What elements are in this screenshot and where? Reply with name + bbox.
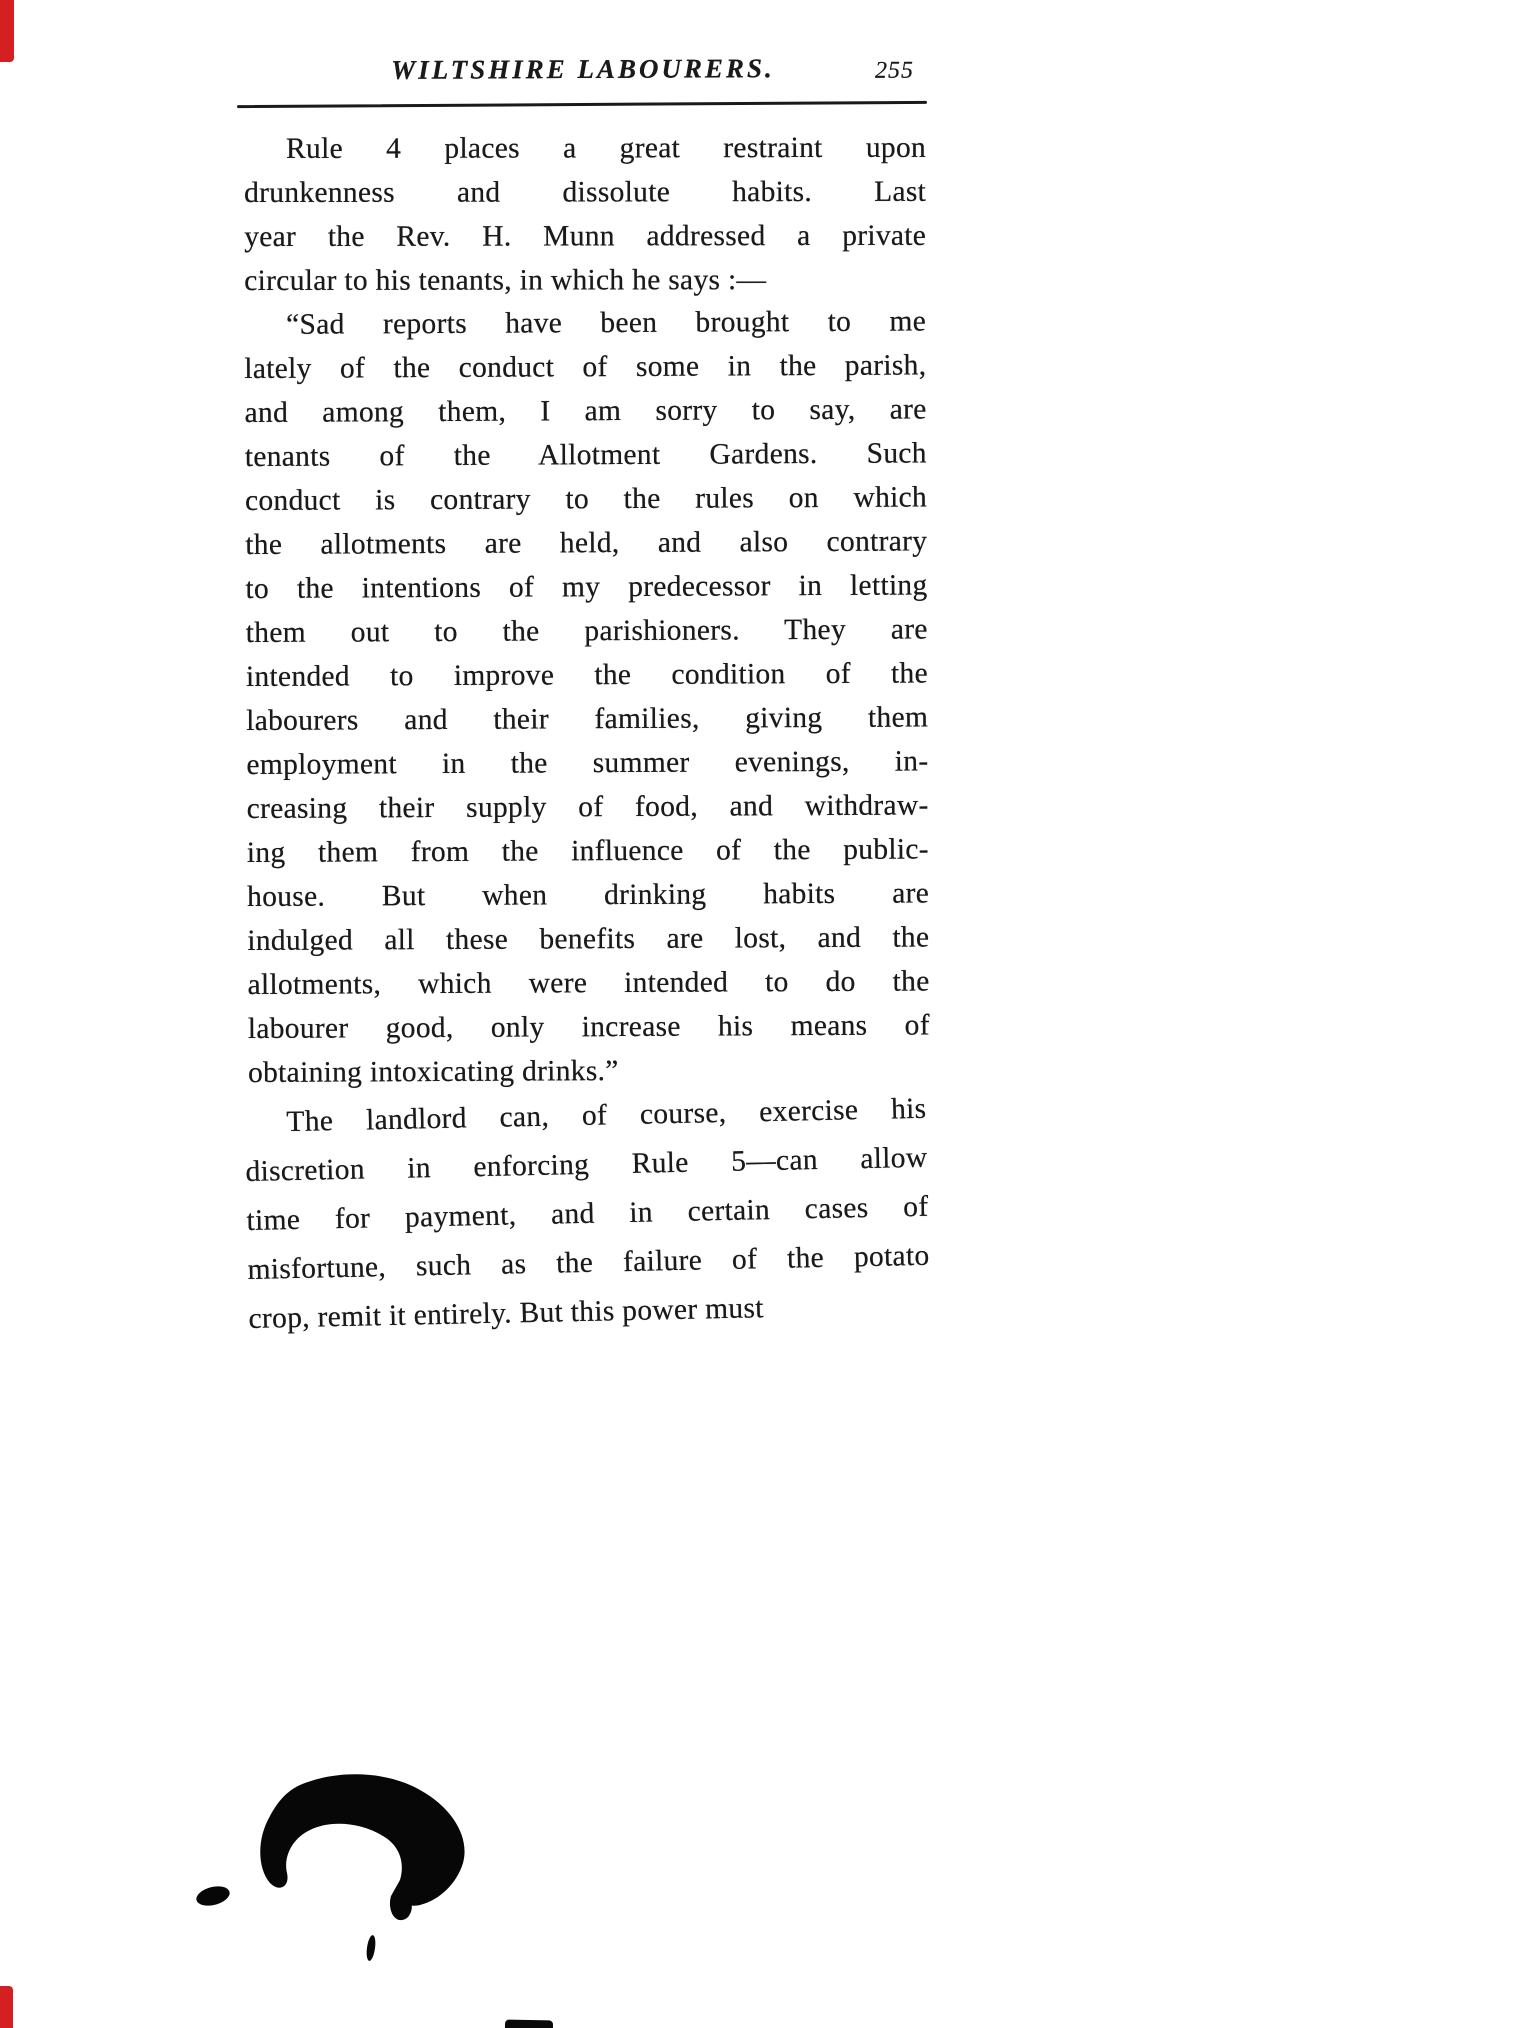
page-number: 255	[874, 57, 915, 84]
text-line: circular to his tenants, in which he says :—	[244, 264, 767, 297]
text-line: year the Rev. H. Munn addressed a private	[244, 219, 927, 253]
text-line: lately of the conduct of some in the parish,	[244, 349, 927, 385]
text-line: the allotments are held, and also contrary	[245, 525, 928, 561]
scan-edge-mark-bottom	[0, 1986, 13, 2028]
running-title: WILTSHIRE LABOURERS.	[391, 53, 775, 85]
text-line: ing them from the influence of the public-	[246, 833, 929, 869]
text-line: creasing their supply of food, and withdraw-	[246, 789, 929, 825]
text-line: and among them, I am sorry to say, are	[244, 393, 927, 429]
text-line: The landlord can, of course, exercise his	[286, 1092, 927, 1139]
text-line: indulged all these benefits are lost, and the	[247, 921, 930, 957]
text-line: intended to improve the condition of the	[245, 657, 929, 693]
text-line: “Sad reports have been brought to me	[286, 305, 927, 341]
text-line: allotments, which were intended to do the	[247, 965, 930, 1001]
text-line: employment in the summer evenings, in-	[246, 745, 929, 781]
header-rule-line	[237, 101, 927, 108]
text-line: drunkenness and dissolute habits. Last	[244, 175, 927, 209]
text-line: labourers and their families, giving them	[246, 701, 929, 737]
text-line: them out to the parishioners. They are	[245, 613, 928, 649]
text-line: misfortune, such as the failure of the potato	[247, 1239, 930, 1286]
scan-edge-mark-top	[0, 0, 14, 62]
paragraph	[244, 126, 926, 303]
text-line: to the intentions of my predecessor in letting	[245, 569, 928, 605]
text-line: obtaining intoxicating drinks.”	[247, 1055, 619, 1089]
text-line: crop, remit it entirely. But this power must	[248, 1292, 765, 1335]
text-line: discretion in enforcing Rule 5—can allow	[245, 1141, 928, 1188]
ink-blot-artifact	[195, 1768, 505, 1980]
text-line: time for payment, and in certain cases of	[246, 1190, 929, 1237]
text-line: labourer good, only increase his means of	[247, 1009, 930, 1045]
paragraph	[244, 1085, 931, 1344]
paragraph	[244, 299, 930, 1095]
text-line: tenants of the Allotment Gardens. Such	[244, 437, 927, 473]
text-line: conduct is contrary to the rules on which	[244, 481, 928, 517]
text-line: house. But when drinking habits are	[247, 877, 930, 913]
text-line: Rule 4 places a great restraint upon	[286, 131, 927, 165]
scan-bottom-sliver	[505, 2020, 553, 2028]
page-header	[240, 53, 926, 96]
page-body	[244, 127, 930, 1344]
